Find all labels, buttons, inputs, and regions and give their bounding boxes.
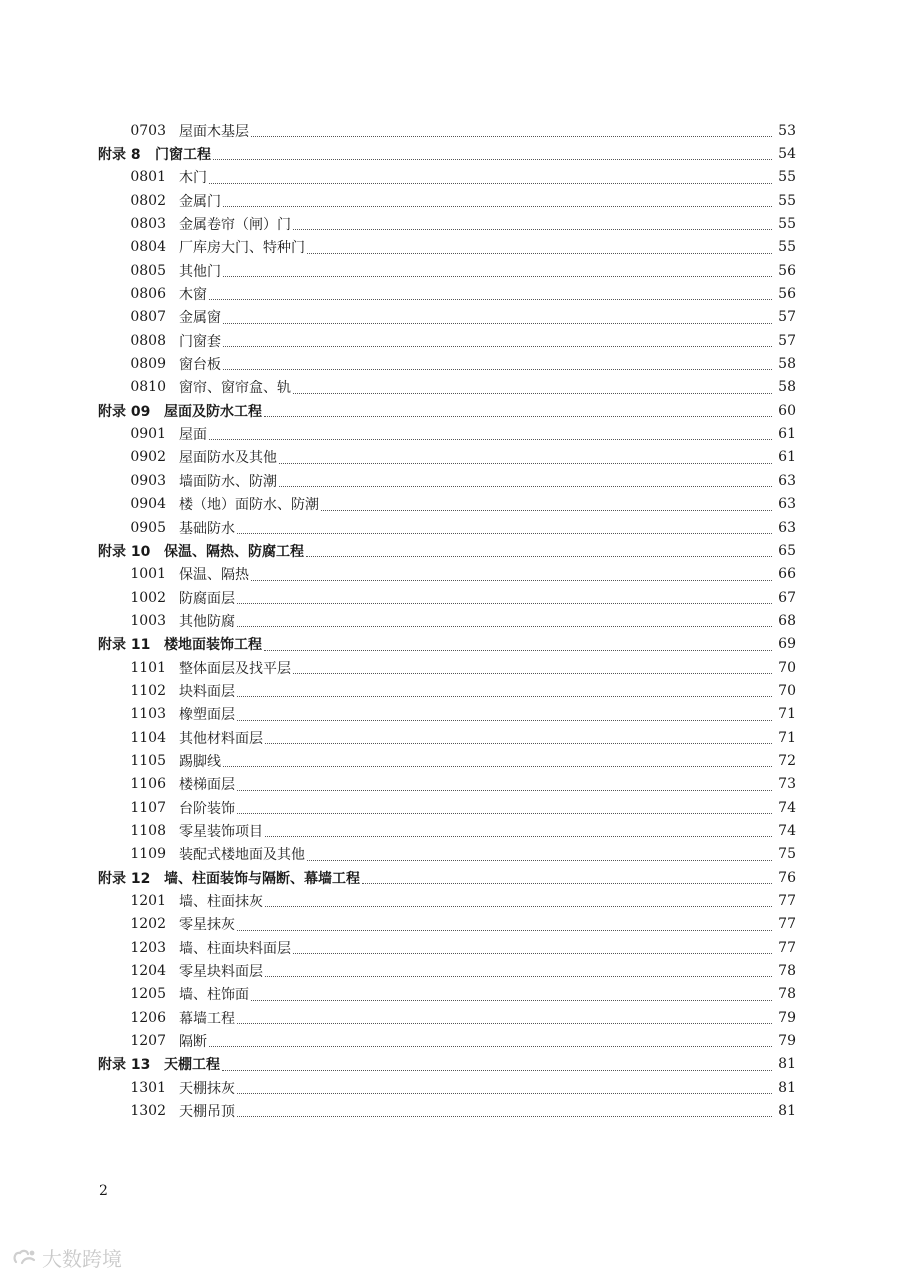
toc-dot-leader (293, 952, 782, 954)
toc-title: 木门 (179, 167, 209, 187)
toc-title: 窗台板 (179, 354, 223, 374)
toc-code: 附录 10 (98, 543, 151, 560)
toc-dot-leader (279, 462, 782, 464)
toc-title: 天棚吊顶 (179, 1101, 237, 1121)
toc-page-number: 55 (772, 169, 796, 185)
toc-dot-leader (321, 509, 782, 511)
toc-heading-row[interactable] (0, 1053, 900, 1076)
toc-title: 门窗工程 (155, 144, 213, 164)
toc-dot-leader (264, 649, 782, 651)
toc-dot-leader (237, 812, 782, 814)
toc-code: 0807 (130, 309, 166, 326)
toc-heading-row[interactable] (0, 142, 900, 165)
toc-code: 1108 (130, 822, 166, 839)
toc-code: 0905 (130, 519, 166, 536)
toc-dot-leader (237, 695, 782, 697)
toc-code: 0804 (130, 239, 166, 256)
toc-title: 幕墙工程 (179, 1008, 237, 1028)
toc-entry-row[interactable] (0, 983, 900, 1006)
toc-dot-leader (209, 438, 782, 440)
toc-entry-row[interactable] (0, 376, 900, 399)
toc-entry-row[interactable] (0, 493, 900, 516)
toc-entry-row[interactable] (0, 913, 900, 936)
toc-dot-leader (223, 322, 782, 324)
toc-entry-row[interactable] (0, 586, 900, 609)
toc-code: 1202 (130, 916, 166, 933)
toc-title: 其他材料面层 (179, 728, 265, 748)
toc-title: 零星抹灰 (179, 914, 237, 934)
toc-page-number: 81 (772, 1080, 796, 1096)
toc-page-number: 77 (772, 916, 796, 932)
toc-title: 块料面层 (179, 681, 237, 701)
toc-code: 附录 11 (98, 637, 151, 654)
toc-code: 1102 (130, 682, 166, 699)
toc-title: 门窗套 (179, 331, 223, 351)
toc-code: 0904 (130, 496, 166, 513)
toc-dot-leader (251, 135, 782, 137)
toc-entry-row[interactable] (0, 1099, 900, 1122)
toc-dot-leader (307, 859, 782, 861)
toc-title: 装配式楼地面及其他 (179, 844, 307, 864)
toc-page-number: 74 (772, 800, 796, 816)
brand-logo-icon (12, 1248, 38, 1268)
toc-entry-row[interactable] (0, 656, 900, 679)
toc-code: 1003 (130, 612, 166, 629)
toc-code: 1001 (130, 566, 166, 583)
toc-entry-row[interactable] (0, 679, 900, 702)
toc-entry-row[interactable] (0, 306, 900, 329)
toc-code: 1105 (130, 752, 166, 769)
toc-code: 1302 (130, 1103, 166, 1120)
toc-title: 台阶装饰 (179, 798, 237, 818)
toc-entry-row[interactable] (0, 422, 900, 445)
toc-dot-leader (223, 368, 782, 370)
toc-page-number: 67 (772, 590, 796, 606)
toc-page-number: 76 (772, 870, 796, 886)
toc-entry-row[interactable] (0, 329, 900, 352)
toc-title: 天棚抹灰 (179, 1078, 237, 1098)
toc-page-number: 77 (772, 893, 796, 909)
toc-title: 隔断 (179, 1031, 209, 1051)
toc-page-number: 79 (772, 1010, 796, 1026)
toc-page-number: 81 (772, 1103, 796, 1119)
toc-code: 1201 (130, 893, 166, 910)
toc-title: 防腐面层 (179, 588, 237, 608)
toc-dot-leader (265, 975, 782, 977)
toc-code: 0703 (130, 122, 166, 139)
toc-entry-row[interactable] (0, 352, 900, 375)
toc-entry-row[interactable] (0, 749, 900, 772)
toc-title: 墙面防水、防潮 (179, 471, 279, 491)
toc-title: 金属窗 (179, 307, 223, 327)
toc-title: 基础防水 (179, 518, 237, 538)
toc-dot-leader (209, 298, 782, 300)
toc-entry-row[interactable] (0, 119, 900, 142)
toc-dot-leader (293, 228, 782, 230)
toc-dot-leader (237, 789, 782, 791)
toc-title: 楼梯面层 (179, 774, 237, 794)
toc-page-number: 69 (772, 636, 796, 652)
toc-dot-leader (362, 882, 782, 884)
toc-entry-row[interactable] (0, 819, 900, 842)
toc-title: 零星块料面层 (179, 961, 265, 981)
toc-code: 0902 (130, 449, 166, 466)
toc-entry-row[interactable] (0, 469, 900, 492)
toc-dot-leader (237, 1022, 782, 1024)
toc-page-number: 63 (772, 496, 796, 512)
toc-code: 附录 09 (98, 403, 151, 420)
page-number: 2 (99, 1183, 108, 1199)
toc-dot-leader (223, 275, 782, 277)
toc-code: 0808 (130, 332, 166, 349)
toc-entry-row[interactable] (0, 259, 900, 282)
toc-code: 附录 8 (98, 147, 141, 164)
toc-entry-row[interactable] (0, 212, 900, 235)
toc-dot-leader (293, 392, 782, 394)
toc-dot-leader (307, 252, 782, 254)
toc-code: 1109 (130, 846, 166, 863)
toc-dot-leader (237, 1115, 782, 1117)
toc-title: 整体面层及找平层 (179, 658, 293, 678)
toc-page-number: 61 (772, 426, 796, 442)
toc-page-number: 71 (772, 706, 796, 722)
toc-entry-row[interactable] (0, 563, 900, 586)
toc-page-number: 61 (772, 449, 796, 465)
toc-entry-row[interactable] (0, 1029, 900, 1052)
toc-page-number: 77 (772, 940, 796, 956)
toc-page-number: 81 (772, 1056, 796, 1072)
toc-code: 1207 (130, 1033, 166, 1050)
toc-code: 1002 (130, 589, 166, 606)
toc-dot-leader (237, 929, 782, 931)
toc-dot-leader (279, 485, 782, 487)
toc-dot-leader (237, 602, 782, 604)
toc-code: 0805 (130, 262, 166, 279)
toc-entry-row[interactable] (0, 609, 900, 632)
toc-title: 楼（地）面防水、防潮 (179, 494, 321, 514)
toc-dot-leader (265, 835, 782, 837)
toc-title: 踢脚线 (179, 751, 223, 771)
toc-entry-row[interactable] (0, 1076, 900, 1099)
toc-title: 窗帘、窗帘盒、轨 (179, 377, 293, 397)
toc-title: 屋面及防水工程 (164, 401, 264, 421)
toc-page-number: 63 (772, 473, 796, 489)
toc-title: 屋面木基层 (179, 121, 251, 141)
toc-dot-leader (237, 719, 782, 721)
toc-code: 0809 (130, 356, 166, 373)
toc-page-number: 58 (772, 356, 796, 372)
toc-page-number: 70 (772, 683, 796, 699)
toc-title: 其他门 (179, 261, 223, 281)
toc-page-number: 55 (772, 193, 796, 209)
toc-entry-row[interactable] (0, 166, 900, 189)
toc-title: 保温、隔热 (179, 564, 251, 584)
toc-code: 1107 (130, 799, 166, 816)
toc-code: 1103 (130, 706, 166, 723)
toc-page-number: 66 (772, 566, 796, 582)
toc-code: 1203 (130, 939, 166, 956)
toc-page-number: 68 (772, 613, 796, 629)
toc-entry-row[interactable] (0, 843, 900, 866)
toc-code: 附录 13 (98, 1057, 151, 1074)
toc-title: 屋面 (179, 424, 209, 444)
toc-title: 楼地面装饰工程 (164, 634, 264, 654)
toc-title: 金属卷帘（闸）门 (179, 214, 293, 234)
toc-title: 墙、柱面装饰与隔断、幕墙工程 (164, 868, 362, 888)
table-of-contents (0, 119, 900, 1123)
toc-page-number: 63 (772, 520, 796, 536)
toc-code: 1101 (130, 659, 166, 676)
toc-entry-row[interactable] (0, 516, 900, 539)
toc-page-number: 71 (772, 730, 796, 746)
toc-heading-row[interactable] (0, 633, 900, 656)
toc-dot-leader (237, 625, 782, 627)
toc-code: 0806 (130, 286, 166, 303)
toc-dot-leader (251, 999, 782, 1001)
toc-title: 其他防腐 (179, 611, 237, 631)
toc-entry-row[interactable] (0, 1006, 900, 1029)
toc-title: 橡塑面层 (179, 704, 237, 724)
toc-code: 0803 (130, 216, 166, 233)
toc-dot-leader (209, 182, 782, 184)
watermark (12, 1243, 122, 1272)
toc-code: 1204 (130, 963, 166, 980)
toc-title: 金属门 (179, 191, 223, 211)
toc-page-number: 54 (772, 146, 796, 162)
toc-code: 1106 (130, 776, 166, 793)
toc-code: 1301 (130, 1079, 166, 1096)
toc-dot-leader (306, 555, 782, 557)
toc-code: 1206 (130, 1009, 166, 1026)
toc-code: 1205 (130, 986, 166, 1003)
toc-dot-leader (209, 1045, 782, 1047)
toc-dot-leader (293, 672, 782, 674)
toc-title: 墙、柱面块料面层 (179, 938, 293, 958)
toc-heading-row[interactable] (0, 539, 900, 562)
toc-title: 屋面防水及其他 (179, 447, 279, 467)
toc-title: 零星装饰项目 (179, 821, 265, 841)
toc-dot-leader (237, 1092, 782, 1094)
toc-page-number: 70 (772, 660, 796, 676)
toc-code: 0810 (130, 379, 166, 396)
toc-page-number: 56 (772, 286, 796, 302)
toc-dot-leader (213, 158, 782, 160)
toc-page-number: 75 (772, 846, 796, 862)
toc-heading-row[interactable] (0, 866, 900, 889)
toc-title: 厂库房大门、特种门 (179, 237, 307, 257)
toc-page-number: 74 (772, 823, 796, 839)
toc-dot-leader (237, 532, 782, 534)
toc-code: 0802 (130, 192, 166, 209)
toc-page-number: 73 (772, 776, 796, 792)
watermark-text: 大数跨境 (42, 1247, 122, 1271)
toc-entry-row[interactable] (0, 936, 900, 959)
toc-page-number: 57 (772, 333, 796, 349)
toc-dot-leader (265, 742, 782, 744)
toc-title: 墙、柱面抹灰 (179, 891, 265, 911)
toc-title: 天棚工程 (164, 1054, 222, 1074)
toc-entry-row[interactable] (0, 703, 900, 726)
toc-page-number: 55 (772, 216, 796, 232)
toc-dot-leader (223, 345, 782, 347)
toc-page-number: 53 (772, 123, 796, 139)
toc-code: 0901 (130, 426, 166, 443)
toc-title: 墙、柱饰面 (179, 984, 251, 1004)
toc-code: 0903 (130, 472, 166, 489)
toc-page-number: 78 (772, 963, 796, 979)
toc-code: 附录 12 (98, 870, 151, 887)
toc-entry-row[interactable] (0, 959, 900, 982)
toc-dot-leader (223, 765, 782, 767)
toc-page-number: 60 (772, 403, 796, 419)
toc-title: 保温、隔热、防腐工程 (164, 541, 306, 561)
toc-dot-leader (251, 579, 782, 581)
toc-dot-leader (223, 205, 782, 207)
toc-heading-row[interactable] (0, 399, 900, 422)
toc-page-number: 56 (772, 263, 796, 279)
toc-page-number: 57 (772, 309, 796, 325)
toc-entry-row[interactable] (0, 189, 900, 212)
toc-page-number: 72 (772, 753, 796, 769)
toc-code: 0801 (130, 169, 166, 186)
toc-page-number: 78 (772, 986, 796, 1002)
toc-code: 1104 (130, 729, 166, 746)
toc-page-number: 58 (772, 379, 796, 395)
toc-title: 木窗 (179, 284, 209, 304)
toc-dot-leader (222, 1069, 782, 1071)
toc-page-number: 65 (772, 543, 796, 559)
toc-entry-row[interactable] (0, 236, 900, 259)
toc-entry-row[interactable] (0, 889, 900, 912)
toc-entry-row[interactable] (0, 773, 900, 796)
toc-entry-row[interactable] (0, 282, 900, 305)
toc-dot-leader (264, 415, 782, 417)
toc-page-number: 79 (772, 1033, 796, 1049)
toc-dot-leader (265, 905, 782, 907)
toc-page-number: 55 (772, 239, 796, 255)
toc-entry-row[interactable] (0, 796, 900, 819)
toc-entry-row[interactable] (0, 446, 900, 469)
toc-entry-row[interactable] (0, 726, 900, 749)
